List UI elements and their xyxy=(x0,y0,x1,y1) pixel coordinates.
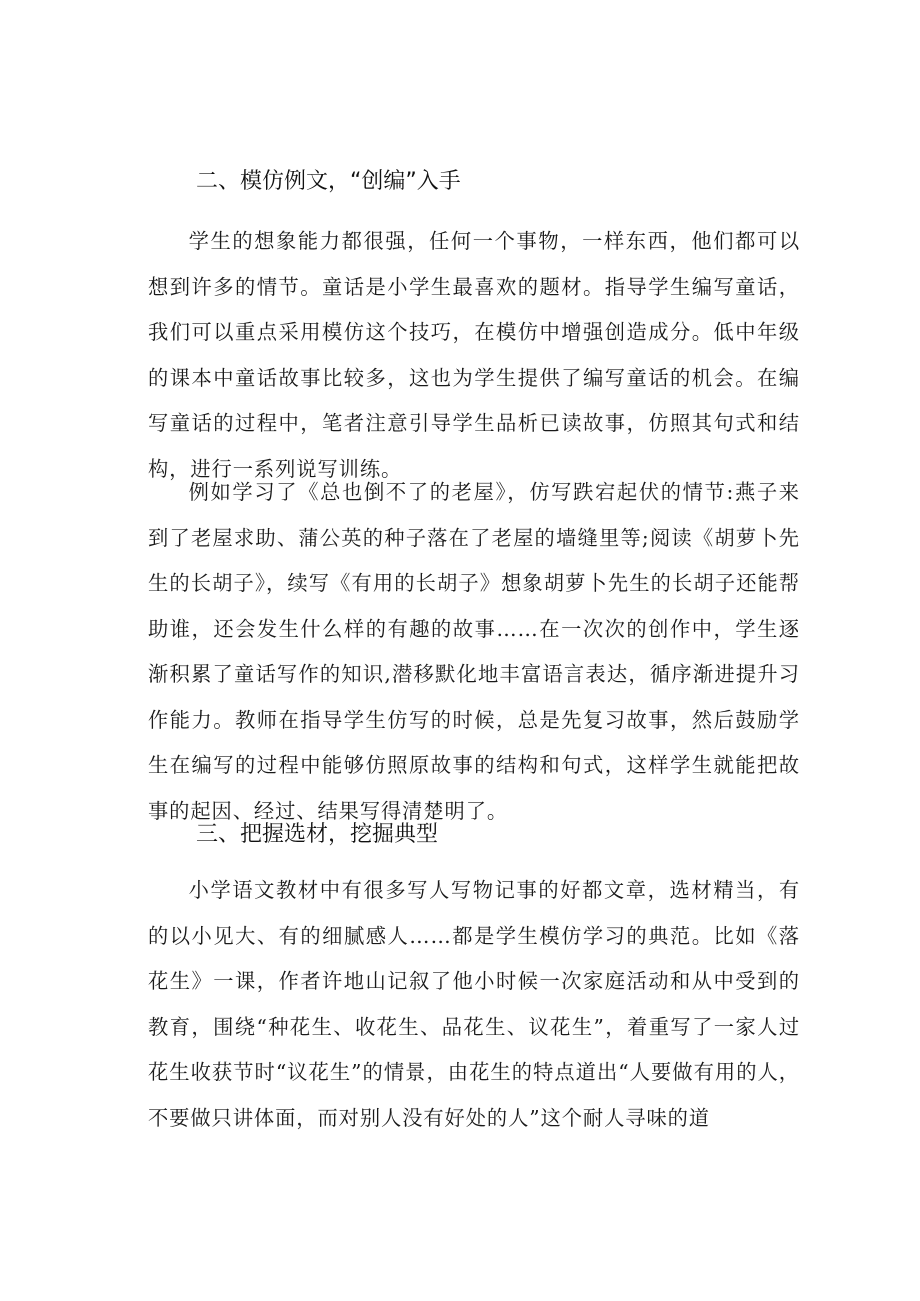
section-heading-3: 三、把握选材，挖掘典型 xyxy=(196,822,439,847)
paragraph: 学生的想象能力都很强，任何一个事物，一样东西，他们都可以想到许多的情节。童话是小学生最喜欢的题材。指导学生编写童话，我们可以重点采用模仿这个技巧，在模仿中增强创造成分。低中年级的课本中童话故事比较多，这也为学生提供了编写童话的机会。在编写童话的过程中，笔者注意引导学生品析已读故事，仿照其句式和结构，进行一系列说写训练。 xyxy=(148,229,800,481)
section-heading-2: 二、模仿例文，“创编”入手 xyxy=(196,169,461,194)
paragraph: 小学语文教材中有很多写人写物记事的好都文章，选材精当，有的以小见大、有的细腻感人……都是学生模仿学习的典范。比如《落花生》一课，作者许地山记叙了他小时候一次家庭活动和从中受到的教育，围绕“种花生、收花生、品花生、议花生”，着重写了一家人过花生收获节时“议花生”的情景，由花生的特点道出“人要做有用的人，不要做只讲体面，而对别人没有好处的人”这个耐人寻味的道 xyxy=(148,878,800,1130)
paragraph: 例如学习了《总也倒不了的老屋》，仿写跌宕起伏的情节:燕子来到了老屋求助、蒲公英的种子落在了老屋的墙缝里等;阅读《胡萝卜先生的长胡子》，续写《有用的长胡子》想象胡萝卜先生的长胡子还能帮助谁，还会发生什么样的有趣的故事……在一次次的创作中，学生逐渐积累了童话写作的知识,潜移默化地丰富语言表达，循序渐进提升习作能力。教师在指导学生仿写的时候，总是先复习故事，然后鼓励学生在编写的过程中能够仿照原故事的结构和句式，这样学生就能把故事的起因、经过、结果写得清楚明了。 xyxy=(148,480,800,823)
